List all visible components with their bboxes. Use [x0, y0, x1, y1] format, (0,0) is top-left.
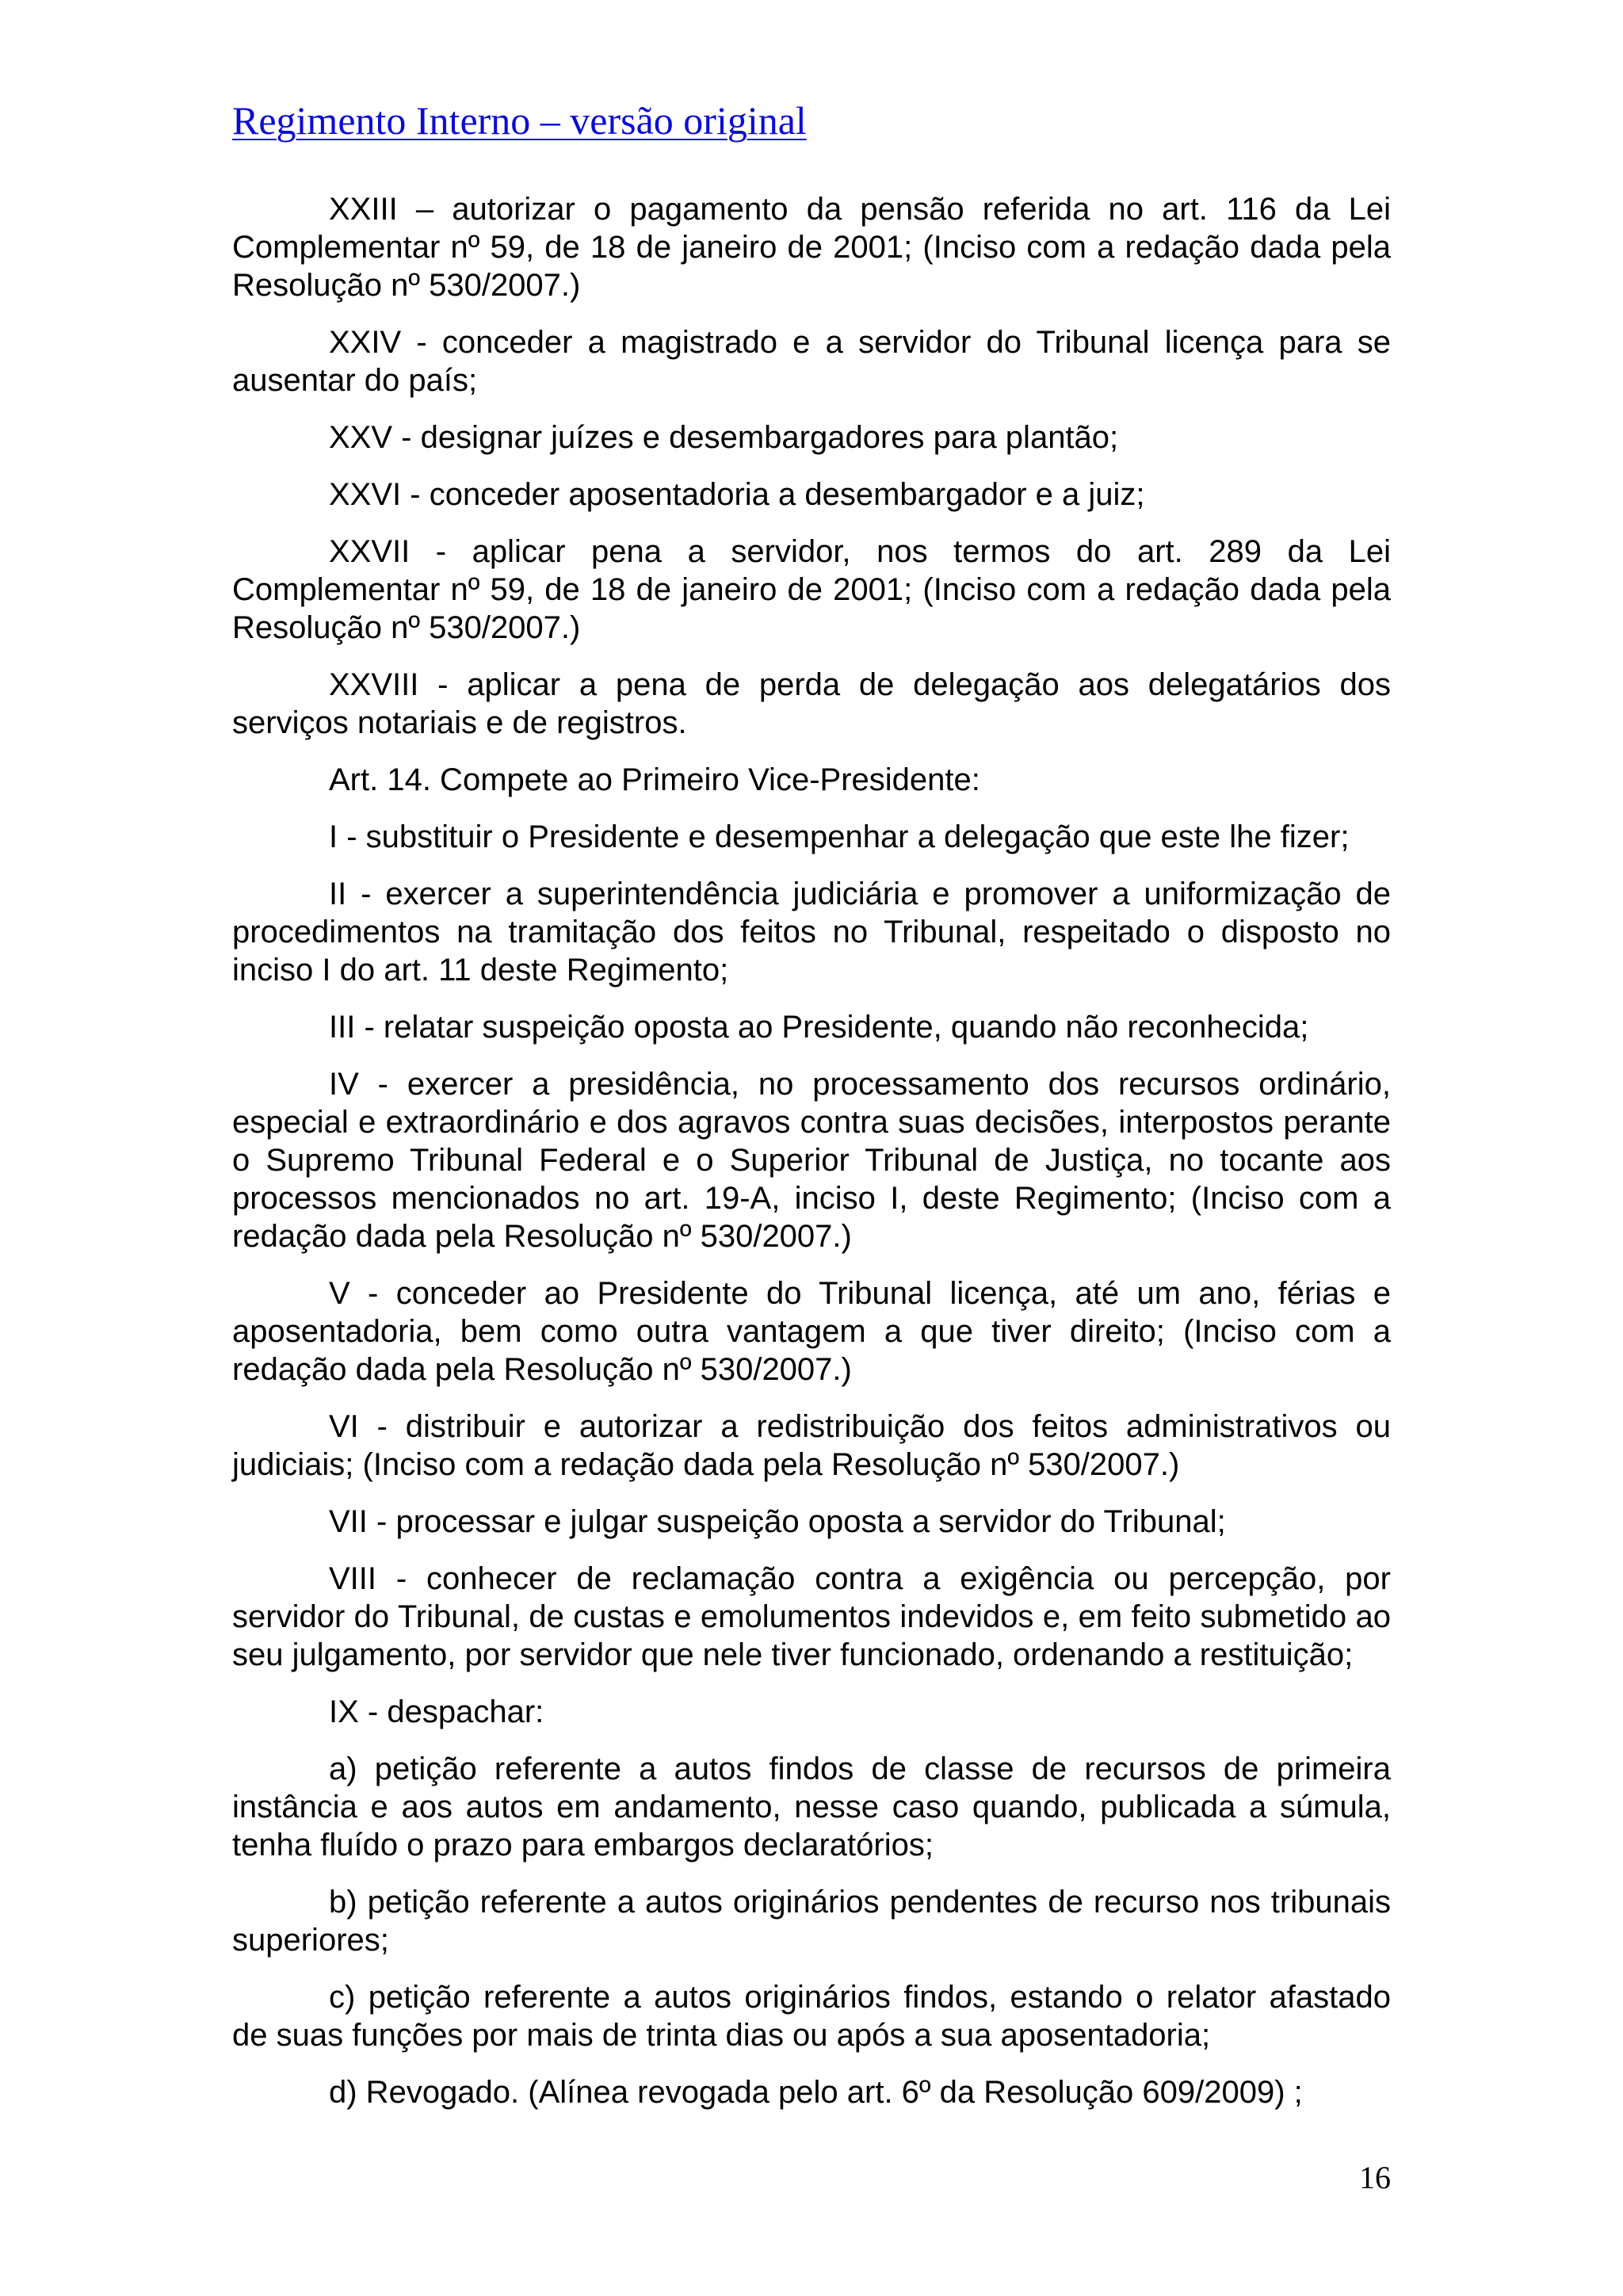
paragraph-ii: II - exercer a superintendência judiciária e promover a uniformização de procedimentos na tramitação dos feitos no Tribunal, respeitado o disposto no inciso I do art. 11 deste Regimento;	[232, 877, 1391, 988]
paragraph-i: I - substituir o Presidente e desempenhar a delegação que este lhe fizer;	[329, 819, 1350, 854]
paragraph-vi: VI - distribuir e autorizar a redistribuição dos feitos administrativos ou judiciais; (Inciso com a redação dada pela Resolução nº 530/2007.)	[232, 1409, 1391, 1482]
item-d: d) Revogado. (Alínea revogada pelo art. 6º da Resolução 609/2009) ;	[329, 2075, 1303, 2110]
paragraph-xxvii: XXVII - aplicar pena a servidor, nos termos do art. 289 da Lei Complementar nº 59, de 18 de janeiro de 2001; (Inciso com a redação dada pela Resolução nº 530/2007.)	[232, 534, 1391, 645]
item-c: c) petição referente a autos originários findos, estando o relator afastado de suas funções por mais de trinta dias ou após a sua aposentadoria;	[232, 1980, 1391, 2053]
page-number: 16	[1359, 2160, 1391, 2195]
paragraph-xxiv: XXIV - conceder a magistrado e a servidor do Tribunal licença para se ausentar do país;	[232, 325, 1391, 398]
item-b: b) petição referente a autos originários pendentes de recurso nos tribunais superiores;	[232, 1885, 1391, 1958]
item-a: a) petição referente a autos findos de classe de recursos de primeira instância e aos autos em andamento, nesse caso quando, publicada a súmula, tenha fluído o prazo para embargos declaratórios;	[232, 1752, 1391, 1862]
document-body	[232, 190, 1391, 2130]
paragraph-viii: VIII - conhecer de reclamação contra a exigência ou percepção, por servidor do Tribunal, de custas e emolumentos indevidos e, em feito submetido ao seu julgamento, por servidor que nele tiver funcionado, ordenando a restituição;	[232, 1561, 1391, 1672]
paragraph-iii: III - relatar suspeição oposta ao Presidente, quando não reconhecida;	[329, 1010, 1309, 1045]
paragraph-iv: IV - exercer a presidência, no processamento dos recursos ordinário, especial e extraordinário e dos agravos contra suas decisões, interpostos perante o Supremo Tribunal Federal e o Superior Tribunal de Justiça, no tocante aos processos mencionados no art. 19-A, inciso I, deste Regimento; (Inciso com a redação dada pela Resolução nº 530/2007.)	[232, 1067, 1391, 1254]
article-14-heading: Art. 14. Compete ao Primeiro Vice-Presidente:	[329, 762, 980, 797]
paragraph-ix: IX - despachar:	[329, 1694, 544, 1729]
paragraph-xxviii: XXVIII - aplicar a pena de perda de delegação aos delegatários dos serviços notariais e de registros.	[232, 667, 1391, 740]
paragraph-xxvi: XXVI - conceder aposentadoria a desembargador e a juiz;	[329, 477, 1145, 512]
paragraph-xxiii: XXIII – autorizar o pagamento da pensão referida no art. 116 da Lei Complementar nº 59, de 18 de janeiro de 2001; (Inciso com a redação dada pela Resolução nº 530/2007.)	[232, 192, 1391, 303]
paragraph-v: V - conceder ao Presidente do Tribunal licença, até um ano, férias e aposentadoria, bem como outra vantagem a que tiver direito; (Inciso com a redação dada pela Resolução nº 530/2007.)	[232, 1276, 1391, 1387]
paragraph-vii: VII - processar e julgar suspeição oposta a servidor do Tribunal;	[329, 1504, 1226, 1539]
paragraph-xxv: XXV - designar juízes e desembargadores para plantão;	[329, 420, 1119, 455]
header-title-link[interactable]: Regimento Interno – versão original	[232, 98, 807, 143]
